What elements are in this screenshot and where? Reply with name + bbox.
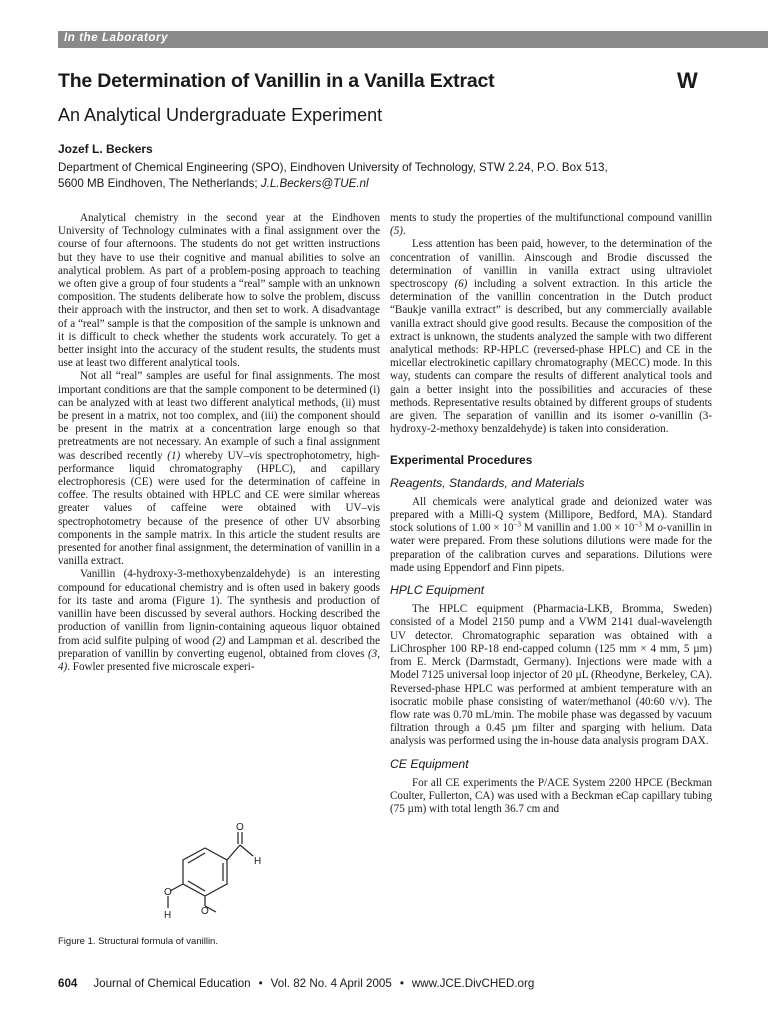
paragraph: For all CE experiments the P/ACE System 2200 HPCE (Beckman Coulter, Fullerton, CA) was used with a Beckman eCap capillary tubing (75 µm) with total length 36.7 cm and <box>390 776 712 816</box>
figure-caption: Figure 1. Structural formula of vanillin. <box>58 936 218 947</box>
subsection-heading: CE Equipment <box>390 756 469 771</box>
paragraph: Vanillin (4-hydroxy-3-methoxybenzaldehyde) is an interesting compound for educational chemistry and is often used in bakery goods for its taste and aroma (Figure 1). The synthesis and production of vanillin have been discussed by several authors. Hocking described the production of vanillin from lignin-containing aqueous liquor obtained from acid sulfite pulping of wood (2) and Lampman et al. described the preparation of vanillin by converting eugenol, obtained from cloves (3, 4). Fowler presented five microscale experi- <box>58 568 380 673</box>
article-title: The Determination of Vanillin in a Vanilla Extract <box>58 70 495 92</box>
page-footer <box>58 977 534 990</box>
paragraph: Less attention has been paid, however, to the determination of the concentration of vanillin. Ainscough and Brodie discussed the determination of vanillin in vanilla extract using ultraviolet spectroscopy (6) including a solvent extraction. In this article the determination of the vanillin concentration in the Dutch product “Baukje vanilla extract” is described, but any commercially available vanilla extract should give good results. Because the composition of the extract is unknown, the students analyzed the sample with two different analytical methods: RP-HPLC (reversed-phase HPLC) and CE in the micellar electrokinetic capillary chromatography (MECC) mode. In this way, students can compare the results of different analytical tools and gain a better insight into the possibilities and accuracies of these methods. Representative results obtained by different groups of students are given. The separation of vanillin and its isomer o-vanillin (3-hydroxy-2-methoxy benzaldehyde) is taken into consideration. <box>390 238 713 436</box>
section-header-bar <box>58 31 768 48</box>
paragraph: ments to study the properties of the multifunctional compound vanillin (5). <box>390 212 712 238</box>
subsection-heading: HPLC Equipment <box>390 583 485 598</box>
vanillin-structure-diagram <box>150 820 280 920</box>
atom-label: H <box>254 856 262 867</box>
body-column-right <box>390 212 712 816</box>
reference-link[interactable]: (3, 4) <box>58 647 380 673</box>
atom-label: O <box>236 822 244 833</box>
separator-bullet: • <box>258 977 263 990</box>
article-subtitle: An Analytical Undergraduate Experiment <box>58 105 383 125</box>
paragraph: All chemicals were analytical grade and deionized water was prepared with a Milli-Q system (Millipore, Bedford, MA). Standard stock solutions of $1.00 \times 10^{-3}$ M vanillin and $1.00 \times 10^{-3}$ M o-vanillin in water were prepared. From these solutions dilutions were made for the preparation of the calibration curves and separations. Dilutions were made using Eppendorf and Finn pipets. <box>390 495 713 574</box>
author-affiliation <box>58 160 658 192</box>
author-name: Jozef L. Beckers <box>58 142 153 156</box>
author-email[interactable]: J.L.Beckers@TUE.nl <box>260 177 369 190</box>
section-heading: Experimental Procedures <box>390 453 533 468</box>
paragraph: Analytical chemistry in the second year at the Eindhoven University of Technology culminates with a final assignment over the course of four afternoons. The students do not get written instructions but they have to use their cognitive and manual abilities to solve an analytical problem. As part of a problem-posing approach to teaching we often give a group of four students a “real” sample with an unknown composition. The students deliberate how to solve the problem, discuss their approach with the instructor, and then set to work. A disadvantage of a “real” sample is that the composition of the sample is unknown and it is difficult to check whether the students work accurately. To get a better insight into the accuracy of the student results, the students must use at least two different analytical tools. <box>58 212 380 370</box>
reference-link[interactable]: (2) <box>212 634 226 647</box>
body-column-left <box>58 212 380 674</box>
web-material-icon: W <box>677 68 698 93</box>
paragraph: The HPLC equipment (Pharmacia-LKB, Bromma, Sweden) consisted of a Model 2150 pump and a VWM 2141 dual-wavelength UV detector. Chromatographic separation was obtained with a LiChrospher 100 RP-18 end-capped column (125 mm × 4 mm, 5 µm) from E. Merck (Darmstadt, Germany). Injections were made with a Model 7125 universal loop injector of 20 µL (Rheodyne, Berkeley, CA). Reversed-phase HPLC was performed at ambient temperature with an isocratic mobile phase consisting of water/methanol (40:60 v/v). The flow rate was 0.70 mL/min. The mobile phase was degassed by vacuum filtration through a 0.45 µm filter and sparging with helium. Data analysis was performed using the in-house data analysis program DAX. <box>390 603 712 748</box>
atom-label: O <box>164 887 172 898</box>
paragraph: Not all “real” samples are useful for final assignments. The most important conditions are that the sample component to be determined (i) can be analyzed with at least two different analytical methods, (ii) must be present in a matrix, not too complex, and (iii) the component should be present in the matrix at a concentration large enough so that pretreatments are not necessary. An example of such a final assignment was described recently (1) whereby UV–vis spectrophotometry, high-performance liquid chromatography (HPLC), and capillary electrophoresis (CE) were used for the determination of caffeine in coffee. The results obtained with HPLC and CE were similar whereas greater values of caffeine were obtained with UV–vis spectrophotometry because of the presence of other UV absorbing components in the sample matrix. In this article the student results are presented for another final assignment, the determination of vanillin in a vanilla extract. <box>58 370 380 568</box>
affiliation-line2: 5600 MB Eindhoven, The Netherlands; <box>58 177 261 190</box>
volume-info: Vol. 82 No. 4 April 2005 <box>270 977 392 990</box>
atom-label: H <box>164 910 172 920</box>
journal-name: Journal of Chemical Education <box>93 977 251 990</box>
separator-bullet: • <box>399 977 404 990</box>
reference-link[interactable]: (6) <box>454 278 468 291</box>
page-number: 604 <box>58 977 78 990</box>
section-label: In the Laboratory <box>64 32 169 44</box>
atom-label: O <box>201 906 209 917</box>
affiliation-line1: Department of Chemical Engineering (SPO), Eindhoven University of Technology, STW 2.24, P.O. Box 513, <box>58 161 608 174</box>
journal-url[interactable]: www.JCE.DivCHED.org <box>411 977 535 990</box>
subsection-heading: Reagents, Standards, and Materials <box>390 475 585 490</box>
reference-link[interactable]: (5) <box>390 225 403 238</box>
reference-link[interactable]: (1) <box>167 449 181 462</box>
